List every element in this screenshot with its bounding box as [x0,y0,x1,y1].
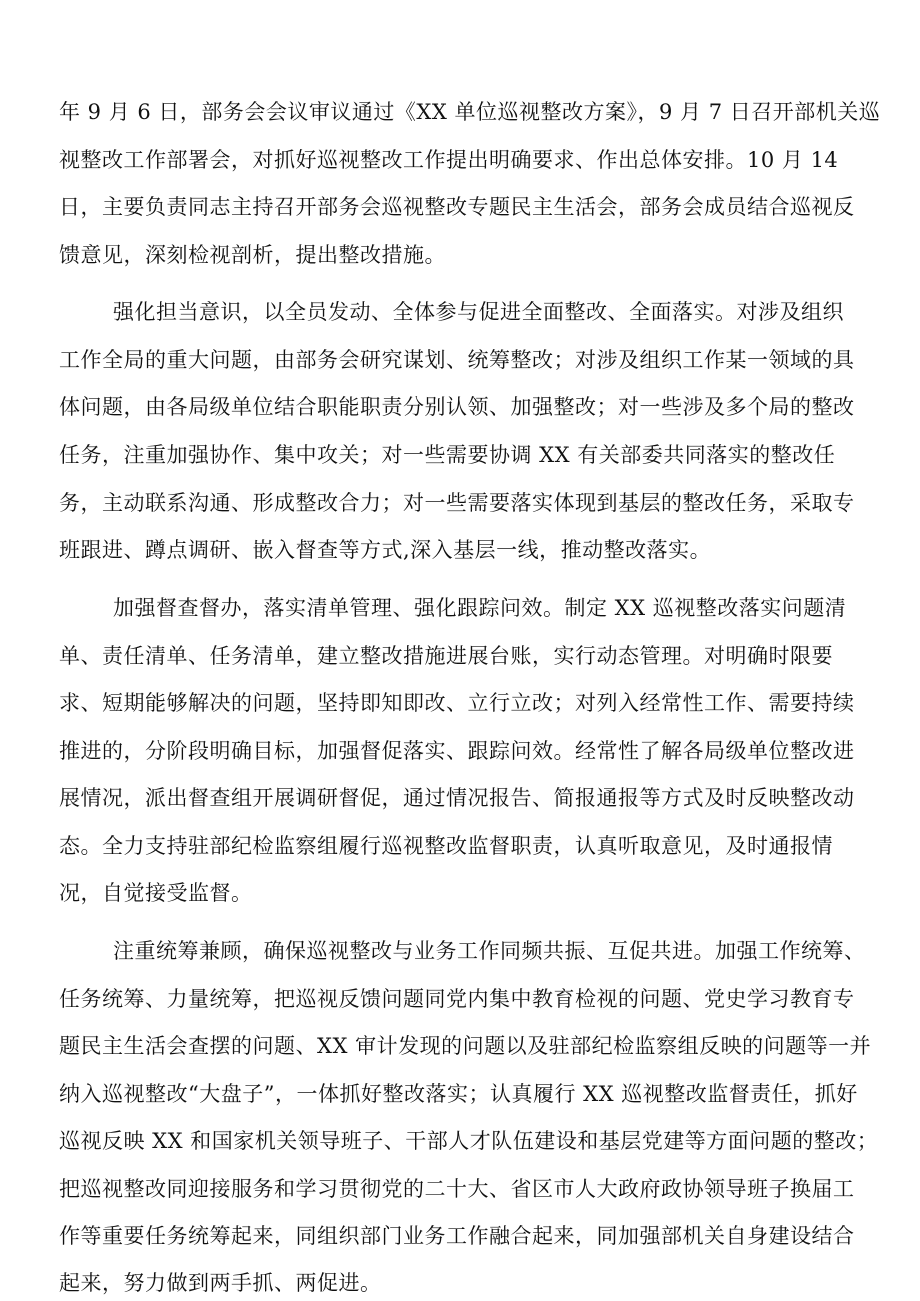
paragraph-4-line-8: 起来，努力做到两手抓、两促进。 [59,1271,382,1295]
paragraph-1-line-3: 日，主要负责同志主持召开部务会巡视整改专题民主生活会，部务会成员结合巡视反 [59,195,855,219]
paragraph-3-line-7: 况，自觉接受监督。 [59,881,253,905]
paragraph-3-line-3: 求、短期能够解决的问题，坚持即知即改、立行立改；对列入经常性工作、需要持续 [59,691,855,715]
paragraph-4-line-5: 巡视反映 XX 和国家机关领导班子、干部人才队伍建设和基层党建等方面问题的整改； [59,1129,879,1153]
paragraph-1-line-4: 馈意见，深刻检视剖析，提出整改措施。 [59,243,446,267]
paragraph-3-line-2: 单、责任清单、任务清单，建立整改措施进展台账，实行动态管理。对明确时限要 [59,644,833,668]
paragraph-1-line-1: 年 9 月 6 日，部务会会议审议通过《XX 单位巡视整改方案》，9 月 7 日召开部机关巡 [59,100,881,124]
paragraph-4-line-4: 纳入巡视整改“大盘子”，一体抓好整改落实；认真履行 XX 巡视整改监督责任，抓好 [59,1082,858,1106]
paragraph-2-line-4: 任务，注重加强协作、集中攻关；对一些需要协调 XX 有关部委共同落实的整改任 [59,443,836,467]
paragraph-3-line-4: 推进的，分阶段明确目标，加强督促落实、跟踪问效。经常性了解各局级单位整改进 [59,739,855,763]
paragraph-4-line-3: 题民主生活会查摆的问题、XX 审计发现的问题以及驻部纪检监察组反映的问题等一并 [59,1034,872,1058]
paragraph-4-line-6: 把巡视整改同迎接服务和学习贯彻党的二十大、省区市人大政府政协领导班子换届工 [59,1177,855,1201]
paragraph-3-line-5: 展情况，派出督查组开展调研督促，通过情况报告、简报通报等方式及时反映整改动 [59,786,855,810]
paragraph-2-line-3: 体问题，由各局级单位结合职能职责分别认领、加强整改；对一些涉及多个局的整改 [59,395,855,419]
paragraph-3-line-1: 加强督查督办，落实清单管理、强化跟踪问效。制定 XX 巡视整改落实问题清 [113,596,847,620]
paragraph-2-line-1: 强化担当意识，以全员发动、全体参与促进全面整改、全面落实。对涉及组织 [113,300,844,324]
paragraph-3-line-6: 态。全力支持驻部纪检监察组履行巡视整改监督职责，认真听取意见，及时通报情 [59,834,833,858]
paragraph-4-line-1: 注重统筹兼顾，确保巡视整改与业务工作同频共振、互促共进。加强工作统筹、 [113,939,866,963]
paragraph-1-line-2: 视整改工作部署会，对抓好巡视整改工作提出明确要求、作出总体安排。10 月 14 [59,148,839,172]
paragraph-2-line-2: 工作全局的重大问题，由部务会研究谋划、统筹整改；对涉及组织工作某一领域的具 [59,348,855,372]
paragraph-4-line-2: 任务统筹、力量统筹，把巡视反馈问题同党内集中教育检视的问题、党史学习教育专 [59,987,855,1011]
paragraph-2-line-6: 班跟进、蹲点调研、嵌入督查等方式,深入基层一线，推动整改落实。 [59,538,712,562]
paragraph-4-line-7: 作等重要任务统筹起来，同组织部门业务工作融合起来，同加强部机关自身建设结合 [59,1224,855,1248]
paragraph-2-line-5: 务，主动联系沟通、形成整改合力；对一些需要落实体现到基层的整改任务，采取专 [59,491,855,515]
